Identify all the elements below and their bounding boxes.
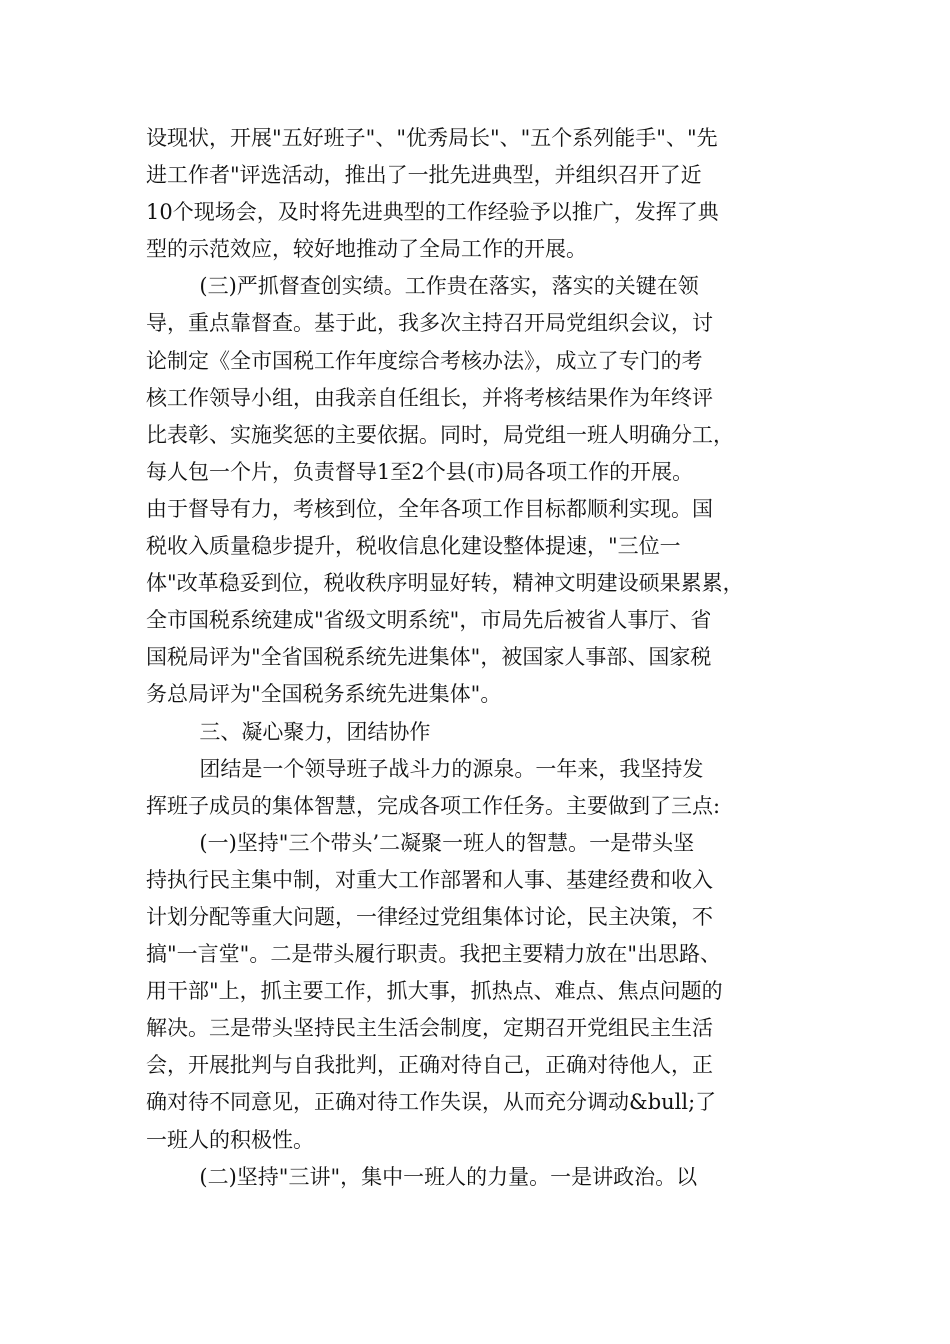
text-line: 确对待不同意见，正确对待工作失误，从而充分调动&bull;了 [146, 1090, 717, 1115]
text-line: 导，重点靠督查。基于此，我多次主持召开局党组织会议，讨 [146, 311, 713, 336]
text-line: 型的示范效应，较好地推动了全局工作的开展。 [146, 237, 587, 262]
text-line: 解决。三是带头坚持民主生活会制度，定期召开党组民主生活 [146, 1016, 713, 1041]
section-heading-line: (一)坚持"三个带头’二凝聚一班人的智慧。一是带头坚 [146, 830, 695, 855]
text-line: 比表彰、实施奖惩的主要依据。同时，局党组一班人明确分工， [146, 422, 734, 447]
text-line: 务总局评为"全国税务系统先进集体"。 [146, 682, 502, 707]
text-line: 核工作领导小组，由我亲自任组长，并将考核结果作为年终评 [146, 385, 713, 410]
text-line: 全市国税系统建成"省级文明系统"，市局先后被省人事厅、省 [146, 608, 712, 633]
text-line: 一班人的积极性。 [146, 1127, 314, 1152]
text-line: 每人包一个片，负责督导1至2个县(市)局各项工作的开展。 [146, 459, 694, 484]
text-line: 税收入质量稳步提升，税收信息化建设整体提速，"三位一 [146, 534, 681, 559]
text-line: 国税局评为"全省国税系统先进集体"，被国家人事部、国家税 [146, 645, 712, 670]
text-line: 设现状，开展"五好班子"、"优秀局长"、"五个系列能手"、"先 [146, 126, 718, 150]
text-line: 体"改革稳妥到位，税收秩序明显好转，精神文明建设硕果累累， [146, 571, 744, 596]
body-text [146, 120, 826, 1196]
text-line: 计划分配等重大问题，一律经过党组集体讨论，民主决策，不 [146, 904, 713, 929]
text-line: 团结是一个领导班子战斗力的源泉。一年来，我坚持发 [146, 756, 704, 781]
text-line: 论制定《全市国税工作年度综合考核办法》，成立了专门的考 [146, 348, 703, 373]
text-line: 持执行民主集中制，对重大工作部署和人事、基建经费和收入 [146, 867, 713, 892]
section-heading: 三、凝心聚力，团结协作 [146, 719, 431, 744]
text-line: 搞"一言堂"。二是带头履行职责。我把主要精力放在"出思路、 [146, 942, 721, 967]
text-line: 挥班子成员的集体智慧，完成各项工作任务。主要做到了三点: [146, 793, 721, 818]
text-line: 进工作者"评选活动，推出了一批先进典型，并组织召开了近 [146, 163, 702, 188]
text-line: 用干部"上，抓主要工作，抓大事，抓热点、难点、焦点问题的 [146, 979, 723, 1004]
text-line: 10个现场会，及时将先进典型的工作经验予以推广，发挥了典 [146, 200, 719, 225]
section-heading-line: (二)坚持"三讲"，集中一班人的力量。一是讲政治。以 [146, 1164, 698, 1189]
section-heading-line: (三)严抓督查创实绩。工作贵在落实，落实的关键在领 [146, 274, 699, 299]
text-line: 会，开展批判与自我批判，正确对待自己，正确对待他人，正 [146, 1053, 713, 1078]
text-line: 由于督导有力，考核到位，全年各项工作目标都顺利实现。国 [146, 496, 713, 521]
